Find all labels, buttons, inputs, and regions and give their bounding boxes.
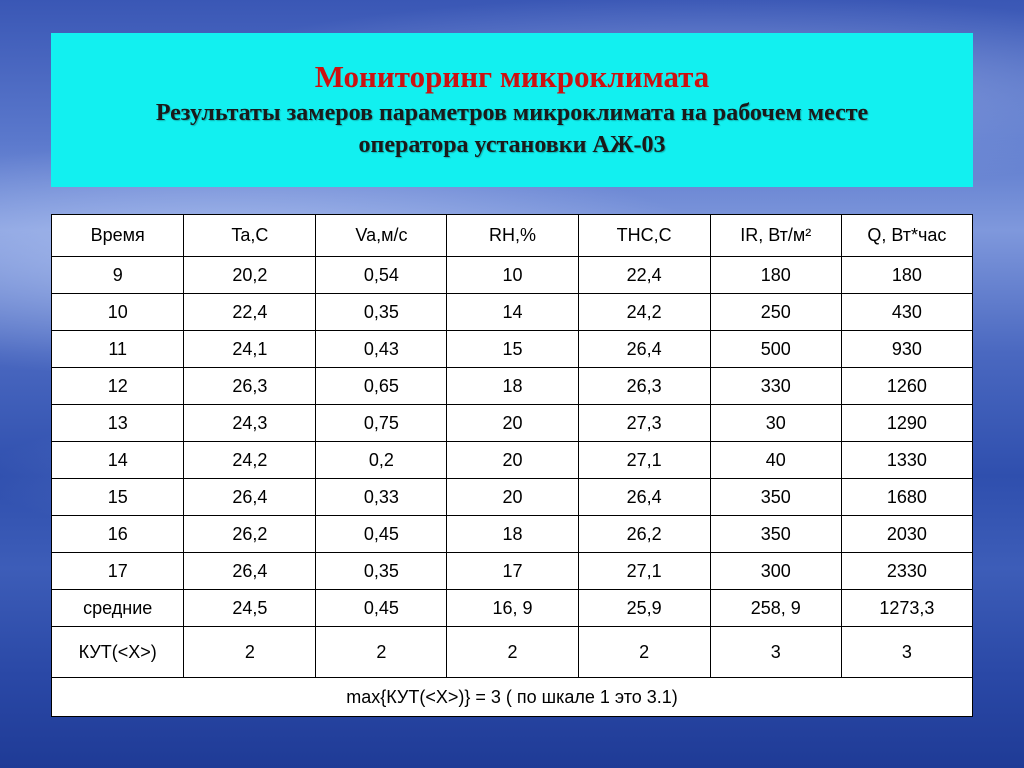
table-row xyxy=(52,368,973,405)
table-cell: 14 xyxy=(52,442,184,479)
table-cell: 0,35 xyxy=(316,553,447,590)
table-cell: 0,65 xyxy=(316,368,447,405)
header-cell: Va,м/с xyxy=(316,215,447,257)
table-cell: 1330 xyxy=(841,442,972,479)
table-cell: 14 xyxy=(447,294,578,331)
table-cell: 350 xyxy=(710,516,841,553)
header-cell: Ta,C xyxy=(184,215,316,257)
summary-cell: max{КУТ(<X>)} = 3 ( по шкале 1 это 3.1) xyxy=(52,678,973,717)
table-row xyxy=(52,553,973,590)
header-cell: THC,C xyxy=(578,215,710,257)
table-cell: 180 xyxy=(710,257,841,294)
table-cell: 0,45 xyxy=(316,590,447,627)
table-cell: 18 xyxy=(447,368,578,405)
table-cell: 26,4 xyxy=(578,479,710,516)
table-cell: 2 xyxy=(184,627,316,678)
kut-row xyxy=(52,627,973,678)
table-cell: 10 xyxy=(52,294,184,331)
table-cell: 3 xyxy=(841,627,972,678)
table-cell: 2030 xyxy=(841,516,972,553)
table-cell: 2 xyxy=(578,627,710,678)
slide-subtitle xyxy=(51,97,973,161)
table-row xyxy=(52,405,973,442)
table-cell: 26,4 xyxy=(578,331,710,368)
table-cell: 26,4 xyxy=(184,479,316,516)
table-cell: 30 xyxy=(710,405,841,442)
table-cell: средние xyxy=(52,590,184,627)
header-cell: RH,% xyxy=(447,215,578,257)
table-cell: 0,33 xyxy=(316,479,447,516)
table-cell: 26,2 xyxy=(578,516,710,553)
table-cell: 20 xyxy=(447,405,578,442)
table-cell: 3 xyxy=(710,627,841,678)
table-cell: 10 xyxy=(447,257,578,294)
measurements-table xyxy=(51,214,973,717)
table-cell: 26,2 xyxy=(184,516,316,553)
table-cell: 250 xyxy=(710,294,841,331)
table-cell: 258, 9 xyxy=(710,590,841,627)
table-cell: 0,54 xyxy=(316,257,447,294)
table-cell: 20 xyxy=(447,479,578,516)
table-cell: 9 xyxy=(52,257,184,294)
table-row xyxy=(52,479,973,516)
subtitle-line-1: Результаты замеров параметров микроклимата на рабочем месте xyxy=(155,100,869,126)
table-cell: 24,2 xyxy=(184,442,316,479)
table-cell: 2 xyxy=(316,627,447,678)
table-row xyxy=(52,331,973,368)
table-cell: 13 xyxy=(52,405,184,442)
table-cell: 15 xyxy=(52,479,184,516)
table-cell: 26,4 xyxy=(184,553,316,590)
table-cell: 1273,3 xyxy=(841,590,972,627)
slide-title: Мониторинг микроклимата xyxy=(314,59,710,94)
table-cell: 27,1 xyxy=(578,442,710,479)
table-row xyxy=(52,294,973,331)
header-cell: IR, Вт/м² xyxy=(710,215,841,257)
table-cell: 500 xyxy=(710,331,841,368)
table-cell: 180 xyxy=(841,257,972,294)
table-cell: КУТ(<X>) xyxy=(52,627,184,678)
table-header-row xyxy=(52,215,973,257)
table-cell: 25,9 xyxy=(578,590,710,627)
table-cell: 330 xyxy=(710,368,841,405)
table-cell: 350 xyxy=(710,479,841,516)
table-cell: 27,3 xyxy=(578,405,710,442)
table-cell: 0,45 xyxy=(316,516,447,553)
table-cell: 1260 xyxy=(841,368,972,405)
table-cell: 17 xyxy=(52,553,184,590)
table-cell: 0,75 xyxy=(316,405,447,442)
table-cell: 2330 xyxy=(841,553,972,590)
table-cell: 11 xyxy=(52,331,184,368)
table-cell: 0,2 xyxy=(316,442,447,479)
table-cell: 0,35 xyxy=(316,294,447,331)
averages-row xyxy=(52,590,973,627)
table-cell: 24,2 xyxy=(578,294,710,331)
table-cell: 22,4 xyxy=(184,294,316,331)
table-cell: 24,5 xyxy=(184,590,316,627)
table-cell: 300 xyxy=(710,553,841,590)
table-cell: 1680 xyxy=(841,479,972,516)
table-cell: 26,3 xyxy=(184,368,316,405)
table-cell: 430 xyxy=(841,294,972,331)
table-cell: 16 xyxy=(52,516,184,553)
table-row xyxy=(52,442,973,479)
header-cell: Время xyxy=(52,215,184,257)
header-cell: Q, Вт*час xyxy=(841,215,972,257)
table-cell: 20 xyxy=(447,442,578,479)
table-cell: 18 xyxy=(447,516,578,553)
table-row xyxy=(52,257,973,294)
table-cell: 15 xyxy=(447,331,578,368)
table-cell: 2 xyxy=(447,627,578,678)
table-cell: 20,2 xyxy=(184,257,316,294)
summary-row xyxy=(52,678,973,717)
table-cell: 12 xyxy=(52,368,184,405)
table-cell: 40 xyxy=(710,442,841,479)
table-cell: 26,3 xyxy=(578,368,710,405)
table-cell: 27,1 xyxy=(578,553,710,590)
table-cell: 1290 xyxy=(841,405,972,442)
subtitle-line-2: оператора установки АЖ-03 xyxy=(358,132,666,158)
table-row xyxy=(52,516,973,553)
table-cell: 930 xyxy=(841,331,972,368)
table-cell: 22,4 xyxy=(578,257,710,294)
table-cell: 24,3 xyxy=(184,405,316,442)
table-cell: 16, 9 xyxy=(447,590,578,627)
table-cell: 0,43 xyxy=(316,331,447,368)
title-box xyxy=(51,33,973,187)
table-cell: 17 xyxy=(447,553,578,590)
table-cell: 24,1 xyxy=(184,331,316,368)
